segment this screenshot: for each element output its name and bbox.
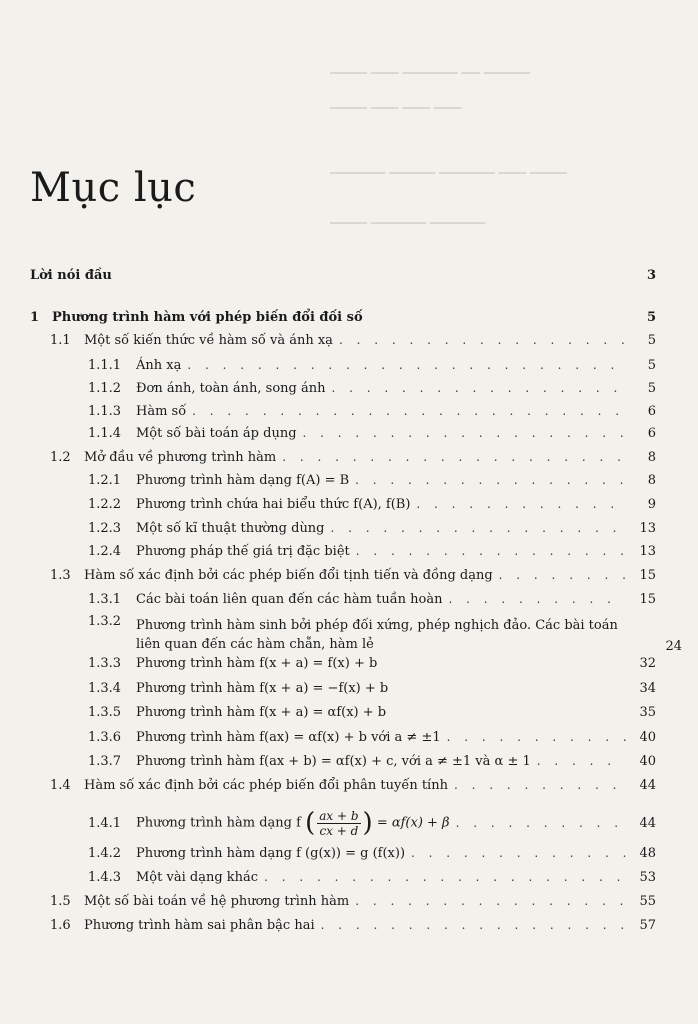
- dot-leader: [456, 816, 626, 830]
- entry-number: 1.3.1: [88, 592, 122, 607]
- entry-number: 1.3.2: [88, 614, 122, 629]
- toc-entry[interactable]: [0, 521, 698, 541]
- entry-page: 15: [639, 592, 656, 607]
- entry-label: Phương trình hàm dạng f (g(x)) = g (f(x)): [136, 846, 406, 861]
- entry-label: Hàm số xác định bởi các phép biến đổi phân tuyến tính: [84, 778, 448, 793]
- entry-label: Phương trình hàm với phép biến đổi đối số: [52, 310, 363, 325]
- entry-page: 13: [639, 544, 656, 559]
- entry-number: 1.4: [50, 778, 71, 793]
- entry-number: 1.4.3: [88, 870, 122, 885]
- toc-entry[interactable]: [0, 592, 698, 612]
- entry-page: 15: [639, 568, 656, 583]
- toc-entry[interactable]: [0, 778, 698, 798]
- entry-number: 1.3.7: [88, 754, 122, 769]
- entry-number: 1.1.3: [88, 404, 122, 419]
- entry-page: 44: [639, 778, 656, 793]
- entry-page: 40: [639, 730, 656, 745]
- entry-page: 3: [646, 268, 656, 283]
- toc-entry[interactable]: [0, 310, 698, 330]
- entry-page: 8: [647, 473, 656, 488]
- toc-entry[interactable]: [0, 381, 698, 401]
- entry-number: 1.3.3: [88, 656, 122, 671]
- dot-leader: [331, 381, 626, 395]
- fraction-denominator: cx + d: [319, 823, 359, 838]
- dot-leader: [331, 521, 626, 535]
- entry-label: Hàm số: [136, 404, 187, 419]
- page-title: Mục lục: [30, 164, 197, 211]
- toc-entry[interactable]: [0, 918, 698, 938]
- entry-page: 5: [647, 333, 656, 348]
- bleed-through-decoration: ▁▁▁▁ ▁▁▁▁▁▁ ▁▁▁▁▁▁: [330, 210, 486, 224]
- entry-label: Phương pháp thế giá trị đặc biệt: [136, 544, 350, 559]
- dot-leader: [499, 568, 626, 582]
- entry-page: 32: [639, 656, 656, 671]
- entry-page: 35: [639, 705, 656, 720]
- entry-number: 1.3: [50, 568, 71, 583]
- entry-number: 1.2.3: [88, 521, 122, 536]
- entry-page: 34: [639, 681, 656, 696]
- dot-leader: [448, 592, 626, 606]
- dot-leader: [454, 778, 626, 792]
- toc-entry[interactable]: [0, 894, 698, 914]
- entry-page: 5: [647, 358, 656, 373]
- entry-number: 1.3.5: [88, 705, 122, 720]
- entry-label: Một số bài toán về hệ phương trình hàm: [84, 894, 350, 909]
- entry-number: 1.5: [50, 894, 71, 909]
- entry-page: 40: [639, 754, 656, 769]
- close-paren: ): [362, 808, 373, 838]
- dot-leader: [356, 544, 626, 558]
- entry-label-text: Phương trình hàm dạng f: [136, 815, 301, 831]
- entry-label: Một số kĩ thuật thường dùng: [136, 521, 325, 536]
- entry-page: 55: [639, 894, 656, 909]
- entry-page: 6: [647, 404, 656, 419]
- fraction-rhs: = αf(x) + β: [376, 815, 450, 831]
- entry-label: Phương trình hàm sinh bởi phép đối xứng, phép nghịch đảo. Các bài toán liên quan đến các hàm chẵn, hàm lẻ: [136, 618, 618, 652]
- toc-entry[interactable]: [0, 473, 698, 493]
- entry-page: 53: [639, 870, 656, 885]
- dot-leader: [192, 404, 626, 418]
- entry-label: [136, 808, 450, 838]
- toc-entry[interactable]: [0, 754, 698, 774]
- entry-label: Phương trình hàm f(x + a) = −f(x) + b: [136, 681, 389, 696]
- entry-page: 13: [639, 521, 656, 536]
- toc-entry[interactable]: [0, 614, 698, 654]
- dot-leader: [187, 358, 626, 372]
- toc-entry[interactable]: [0, 426, 698, 446]
- dot-leader: [264, 870, 626, 884]
- dot-leader: [411, 846, 626, 860]
- bleed-through-decoration: ▁▁▁▁ ▁▁▁ ▁▁▁ ▁▁▁: [330, 95, 462, 109]
- entry-number: 1.2.4: [88, 544, 122, 559]
- toc-entry[interactable]: [0, 268, 698, 288]
- entry-label: Một số kiến thức về hàm số và ánh xạ: [84, 333, 333, 348]
- dot-leader: [339, 333, 626, 347]
- entry-page: 6: [647, 426, 656, 441]
- entry-number: 1.6: [50, 918, 71, 933]
- entry-number: 1.1: [50, 333, 71, 348]
- entry-number: 1: [30, 310, 40, 325]
- entry-label: Phương trình chứa hai biểu thức f(A), f(B): [136, 497, 411, 512]
- toc-entry[interactable]: [0, 333, 698, 353]
- entry-label: Đơn ánh, toàn ánh, song ánh: [136, 381, 326, 396]
- dot-leader: [355, 894, 626, 908]
- entry-number: 1.4.1: [88, 815, 122, 831]
- entry-page: 24: [665, 639, 682, 654]
- toc-entry[interactable]: [0, 705, 698, 725]
- entry-page: 5: [646, 310, 656, 325]
- fraction: [317, 809, 360, 838]
- toc-entry[interactable]: [0, 808, 698, 838]
- dot-leader: [416, 497, 626, 511]
- entry-label: Phương trình hàm f(x + a) = αf(x) + b: [136, 705, 387, 720]
- entry-label: Mở đầu về phương trình hàm: [84, 450, 277, 465]
- dot-leader: [355, 473, 626, 487]
- entry-label: Ánh xạ: [136, 358, 182, 373]
- entry-label: Các bài toán liên quan đến các hàm tuần hoàn: [136, 592, 443, 607]
- entry-number: 1.2: [50, 450, 71, 465]
- entry-label: Phương trình hàm f(ax + b) = αf(x) + c, với a ≠ ±1 và α ± 1: [136, 754, 531, 769]
- entry-number: 1.4.2: [88, 846, 122, 861]
- entry-number: 1.1.2: [88, 381, 122, 396]
- entry-number: 1.3.6: [88, 730, 122, 745]
- dot-leader: [282, 450, 626, 464]
- toc-entry[interactable]: [0, 681, 698, 701]
- toc-entry[interactable]: [0, 656, 698, 676]
- toc-entry[interactable]: [0, 870, 698, 890]
- entry-label: Phương trình hàm f(ax) = αf(x) + b với a ≠ ±1: [136, 730, 441, 745]
- toc-entry[interactable]: [0, 730, 698, 750]
- entry-number: 1.1.1: [88, 358, 122, 373]
- entry-label: Phương trình hàm f(x + a) = f(x) + b: [136, 656, 378, 671]
- entry-number: 1.1.4: [88, 426, 122, 441]
- entry-label: Phương trình hàm dạng f(A) = B: [136, 473, 350, 488]
- entry-page: 8: [647, 450, 656, 465]
- entry-label: Một vài dạng khác: [136, 870, 259, 885]
- toc-entry[interactable]: [0, 568, 698, 588]
- entry-page: 48: [639, 846, 656, 861]
- entry-number: 1.3.4: [88, 681, 122, 696]
- entry-label: Phương trình hàm sai phân bậc hai: [84, 918, 315, 933]
- dot-leader: [321, 918, 626, 932]
- toc-entry[interactable]: [0, 450, 698, 470]
- toc-entry[interactable]: [0, 497, 698, 517]
- toc-entry[interactable]: [0, 544, 698, 564]
- bleed-through-decoration: ▁▁▁▁ ▁▁▁ ▁▁▁▁▁▁ ▁▁ ▁▁▁▁▁: [330, 60, 530, 74]
- entry-label: Một số bài toán áp dụng: [136, 426, 297, 441]
- entry-page: 57: [639, 918, 656, 933]
- toc-entry[interactable]: [0, 404, 698, 424]
- entry-number: 1.2.1: [88, 473, 122, 488]
- fraction-numerator: ax + b: [319, 808, 359, 823]
- entry-page: 9: [647, 497, 656, 512]
- dot-leader: [447, 730, 626, 744]
- toc-entry[interactable]: [0, 358, 698, 378]
- dot-leader: [303, 426, 626, 440]
- entry-page: 5: [647, 381, 656, 396]
- dot-leader: [537, 754, 626, 768]
- open-paren: (: [305, 808, 316, 838]
- entry-label: Hàm số xác định bởi các phép biến đổi tịnh tiến và đồng dạng: [84, 568, 493, 583]
- entry-label: Lời nói đầu: [30, 268, 112, 283]
- toc-entry[interactable]: [0, 846, 698, 866]
- bleed-through-decoration: ▁▁▁▁▁▁ ▁▁▁▁▁ ▁▁▁▁▁▁ ▁▁▁ ▁▁▁▁: [330, 160, 567, 174]
- entry-number: 1.2.2: [88, 497, 122, 512]
- entry-page: 44: [639, 815, 656, 831]
